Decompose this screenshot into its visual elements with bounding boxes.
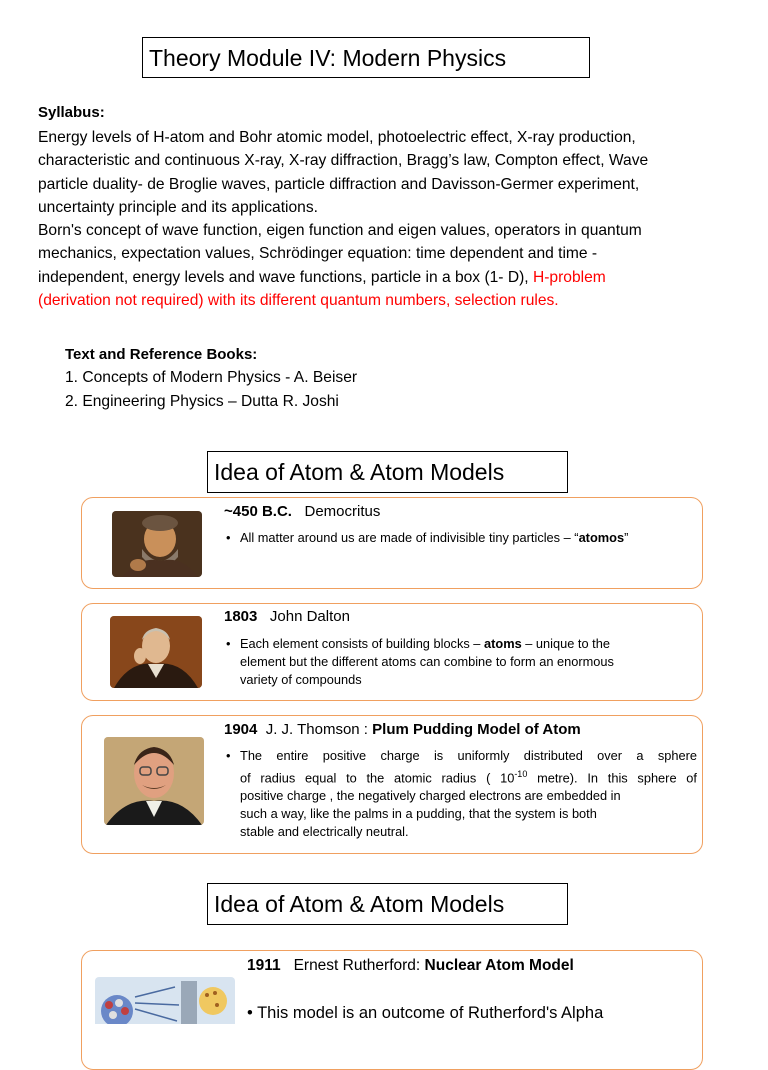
bullet-line <box>240 765 697 787</box>
syllabus-line: mechanics, expectation values, Schrödinger equation: time dependent and time - <box>38 245 598 263</box>
rutherford-bullet <box>247 1004 603 1023</box>
democritus-year: ~450 B.C. <box>224 503 292 520</box>
syllabus-line: Energy levels of H-atom and Bohr atomic model, photoelectric effect, X-ray production, <box>38 129 636 146</box>
democritus-name: Democritus <box>304 503 381 520</box>
democritus-bullet <box>226 529 696 549</box>
bullet-text-bold: atoms <box>484 636 522 651</box>
bullet-text-bold: atomos <box>578 530 625 545</box>
bullet-marker: • <box>226 636 231 651</box>
democritus-portrait <box>112 511 202 577</box>
book-item: 2. Engineering Physics – Dutta R. Joshi <box>65 393 339 410</box>
bullet-line <box>240 635 614 653</box>
syllabus-heading: Syllabus: <box>38 104 105 121</box>
dalton-portrait <box>110 616 202 688</box>
bullet-marker: • <box>247 1004 253 1022</box>
dalton-name: John Dalton <box>269 608 350 625</box>
thomson-portrait <box>104 737 204 825</box>
syllabus-line: particle duality- de Broglie waves, particle diffraction and Davisson-Germer experiment, <box>38 175 640 193</box>
syllabus-line <box>38 266 738 289</box>
bullet-text: of radius equal to the atomic radius ( 10 <box>240 770 515 786</box>
bullet-line: variety of compounds <box>240 672 362 687</box>
syllabus-line-red: (derivation not required) with its different quantum numbers, selection rules. <box>38 292 559 310</box>
syllabus-text-red: H-problem <box>532 268 606 286</box>
bullet-marker: • <box>226 530 231 545</box>
thomson-year: 1904 <box>224 721 258 738</box>
bullet-text: – unique to the <box>521 636 610 651</box>
book-item: 1. Concepts of Modern Physics - A. Beiser <box>65 369 358 386</box>
dalton-year: 1803 <box>224 608 258 625</box>
bullet-text: ” <box>624 530 629 545</box>
bullet-line: element but the different atoms can combine to form an enormous <box>240 654 614 669</box>
bullet-sup: -10 <box>514 769 528 779</box>
syllabus-line: characteristic and continuous X-ray, X-ray diffraction, Bragg’s law, Compton effect, Wave <box>38 152 649 170</box>
books-heading: Text and Reference Books: <box>65 346 258 363</box>
dalton-heading <box>224 608 350 625</box>
thomson-model: Plum Pudding Model of Atom <box>372 721 581 738</box>
bullet-text: This model is an outcome of Rutherford's Alpha <box>257 1004 604 1022</box>
rutherford-heading <box>247 957 574 975</box>
democritus-heading <box>224 503 380 520</box>
syllabus-line: uncertainty principle and its applications. <box>38 198 318 216</box>
dalton-bullet <box>226 635 696 691</box>
bullet-marker: • <box>226 748 231 763</box>
syllabus-text-black: independent, energy levels and wave functions, particle in a box (1- D), <box>38 268 533 286</box>
rutherford-year: 1911 <box>247 957 281 974</box>
section-title: Idea of Atom & Atom Models <box>207 883 568 925</box>
bullet-line: stable and electrically neutral. <box>240 824 409 840</box>
bullet-line: such a way, like the palms in a pudding, that the system is both <box>240 806 597 822</box>
bullet-text: Each element consists of building blocks – <box>240 636 484 651</box>
section-title: Idea of Atom & Atom Models <box>207 451 568 493</box>
thomson-heading <box>224 721 581 738</box>
rutherford-model: Nuclear Atom Model <box>424 957 574 974</box>
page-title: Theory Module IV: Modern Physics <box>142 37 590 78</box>
bullet-line: The entire positive charge is uniformly distributed over a sphere <box>240 748 697 763</box>
rutherford-name: Ernest Rutherford: <box>293 957 421 974</box>
syllabus-text <box>38 126 738 312</box>
rutherford-diagram <box>95 977 235 1024</box>
thomson-bullet <box>226 747 697 839</box>
bullet-line: positive charge , the negatively charged electrons are embedded in <box>240 788 621 804</box>
syllabus-line: Born's concept of wave function, eigen function and eigen values, operators in quantum <box>38 222 642 240</box>
bullet-text: metre). In this sphere of <box>527 770 697 786</box>
bullet-text: All matter around us are made of indivisible tiny particles – “ <box>240 530 579 545</box>
thomson-name: J. J. Thomson : <box>265 721 368 738</box>
